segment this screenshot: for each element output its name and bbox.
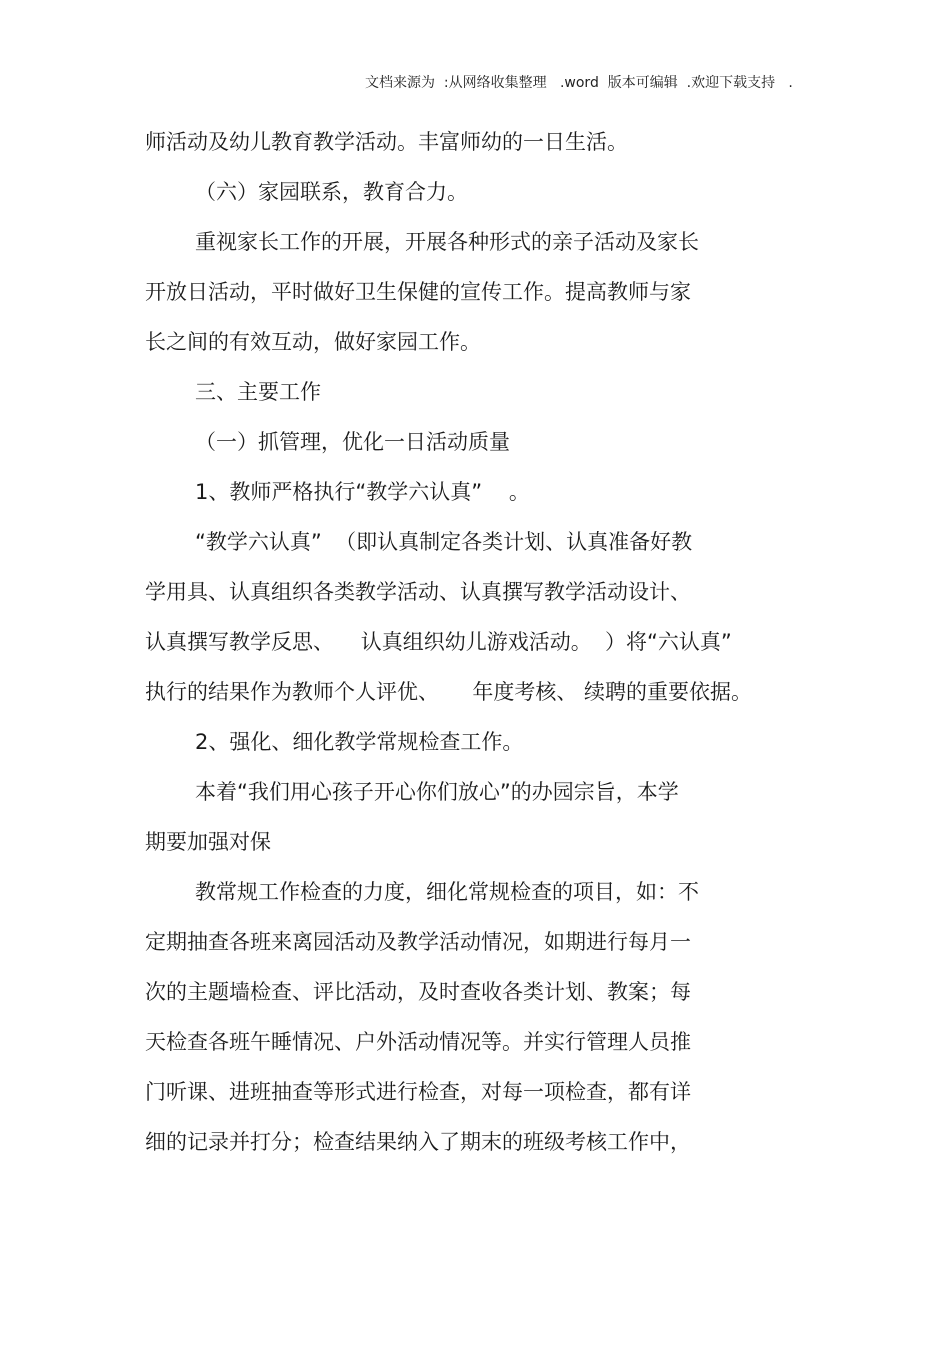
paragraph-line: 门听课、进班抽查等形式进行检查，对每一项检查，都有详 [145,1080,691,1104]
paragraph-line: 认真撰写教学反思、 认真组织幼儿游戏活动。 ）将“六认真” [145,630,732,654]
paragraph-line: 天检查各班午睡情况、户外活动情况等。并实行管理人员推 [145,1030,691,1054]
section-heading: 三、主要工作 [195,380,321,404]
list-item-heading: 1、教师严格执行“教学六认真” 。 [195,480,530,504]
paragraph-line: 长之间的有效互动，做好家园工作。 [145,330,481,354]
document-source-header: 文档来源为 :从网络收集整理 .word 版本可编辑 .欢迎下载支持 . [365,75,793,91]
subsection-heading: （一）抓管理，优化一日活动质量 [195,430,510,454]
paragraph-line: 期要加强对保 [145,830,271,854]
paragraph-line: 教常规工作检查的力度，细化常规检查的项目，如：不 [195,880,699,904]
paragraph-line: 开放日活动，平时做好卫生保健的宣传工作。提高教师与家 [145,280,691,304]
paragraph-line: 定期抽查各班来离园活动及教学活动情况，如期进行每月一 [145,930,691,954]
section-heading: （六）家园联系，教育合力。 [195,180,468,204]
list-item-heading: 2、强化、细化教学常规检查工作。 [195,730,524,754]
paragraph-line: 本着“我们用心孩子开心你们放心”的办园宗旨，本学 [195,780,679,804]
paragraph-line: 重视家长工作的开展，开展各种形式的亲子活动及家长 [195,230,699,254]
paragraph-line: 次的主题墙检查、评比活动，及时查收各类计划、教案；每 [145,980,691,1004]
paragraph-line: 师活动及幼儿教育教学活动。丰富师幼的一日生活。 [145,130,628,154]
paragraph-line: “教学六认真” （即认真制定各类计划、认真准备好教 [195,530,693,554]
paragraph-line: 执行的结果作为教师个人评优、 年度考核、 续聘的重要依据。 [145,680,753,704]
paragraph-line: 细的记录并打分；检查结果纳入了期末的班级考核工作中， [145,1130,691,1154]
paragraph-line: 学用具、认真组织各类教学活动、认真撰写教学活动设计、 [145,580,691,604]
